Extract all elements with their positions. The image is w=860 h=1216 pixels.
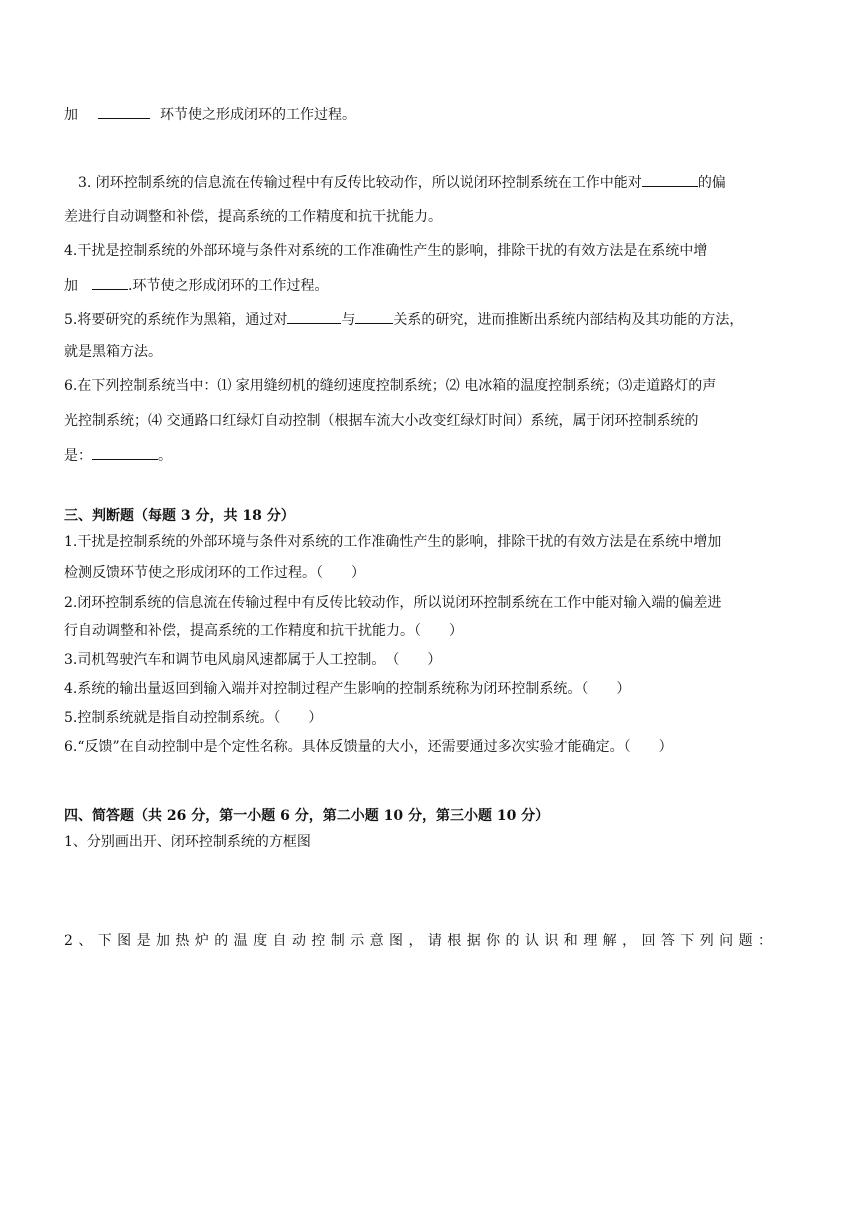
fill-q6-line1: 6.在下列控制系统当中：⑴ 家用缝纫机的缝纫速度控制系统；⑵ 电冰箱的温度控制系统；⑶走道路灯的声 bbox=[64, 378, 717, 394]
answer-blank bbox=[642, 172, 698, 187]
fill-q5-line1-post: 关系的研究，进而推断出系统内部结构及其功能的方法， bbox=[393, 312, 744, 328]
fill-q6-line3 bbox=[64, 445, 794, 466]
fill-q2-pre: 加 bbox=[64, 107, 78, 123]
fill-q4-line2 bbox=[64, 275, 794, 296]
fill-q6-line2: 光控制系统；⑷ 交通路口红绿灯自动控制（根据车流大小改变红绿灯时间）系统，属于闭环控制系统的 bbox=[64, 413, 699, 429]
fill-q4-line1: 4.干扰是控制系统的外部环境与条件对系统的工作准确性产生的影响，排除干扰的有效方法是在系统中增 bbox=[64, 243, 708, 259]
short-q2: 2、下图是加热炉的温度自动控制示意图，请根据你的认识和理解，回答下列问题： bbox=[64, 933, 772, 949]
fill-q3-line1-post: 的偏 bbox=[697, 175, 726, 191]
fill-q3-line2: 差进行自动调整和补偿，提高系统的工作精度和抗干扰能力。 bbox=[64, 209, 442, 225]
fill-q5-line1-pre: 5.将要研究的系统作为黑箱，通过对 bbox=[64, 312, 288, 328]
judge-q3: 3.司机驾驶汽车和调节电风扇风速都属于人工控制。 （ ） bbox=[64, 652, 442, 668]
fill-q6-line3-post: 。 bbox=[158, 448, 172, 464]
fill-q5-line2: 就是黑箱方法。 bbox=[64, 344, 162, 360]
section-judgment-heading: 三、判断题（每题 3 分，共 18 分） bbox=[64, 508, 295, 524]
answer-blank bbox=[98, 104, 150, 119]
short-q1: 1、分别画出开、闭环控制系统的方框图 bbox=[64, 834, 311, 850]
judge-q4: 4.系统的输出量返回到输入端并对控制过程产生影响的控制系统称为闭环控制系统。（ ） bbox=[64, 681, 631, 697]
fill-q5-line1 bbox=[64, 309, 794, 330]
judge-q5: 5.控制系统就是指自动控制系统。（ ） bbox=[64, 710, 323, 726]
judge-q1-line1: 1.干扰是控制系统的外部环境与条件对系统的工作准确性产生的影响，排除干扰的有效方法是在系统中增加 bbox=[64, 534, 722, 550]
fill-q6-line3-pre: 是： bbox=[64, 448, 92, 464]
answer-blank bbox=[92, 275, 128, 290]
judge-q2-line1: 2.闭环控制系统的信息流在传输过程中有反传比较动作，所以说闭环控制系统在工作中能对输入端的偏差进 bbox=[64, 595, 722, 611]
fill-q5-line1-mid: 与 bbox=[341, 312, 356, 328]
section-short-answer-heading: 四、简答题（共 26 分，第一小题 6 分，第二小题 10 分，第三小题 10 分） bbox=[64, 808, 550, 824]
judge-q6: 6.“反馈”在自动控制中是个定性名称。具体反馈量的大小，还需要通过多次实验才能确定。（ ） bbox=[64, 739, 673, 755]
fill-q4-line2-post: .环节使之形成闭环的工作过程。 bbox=[128, 278, 329, 294]
answer-blank bbox=[355, 309, 393, 324]
fill-q2-post: 环节使之形成闭环的工作过程。 bbox=[160, 107, 356, 123]
fill-q3-line1-pre: 3. 闭环控制系统的信息流在传输过程中有反传比较动作，所以说闭环控制系统在工作中能对 bbox=[78, 175, 642, 191]
fill-q3-line1 bbox=[78, 172, 794, 193]
judge-q2-line2: 行自动调整和补偿，提高系统的工作精度和抗干扰能力。（ ） bbox=[64, 623, 463, 639]
judge-q1-line2: 检测反馈环节使之形成闭环的工作过程。（ ） bbox=[64, 565, 365, 581]
fill-q4-line2-pre: 加 bbox=[64, 278, 78, 294]
answer-blank bbox=[287, 309, 341, 324]
fill-q2-continuation bbox=[64, 104, 794, 125]
answer-blank bbox=[92, 445, 158, 460]
